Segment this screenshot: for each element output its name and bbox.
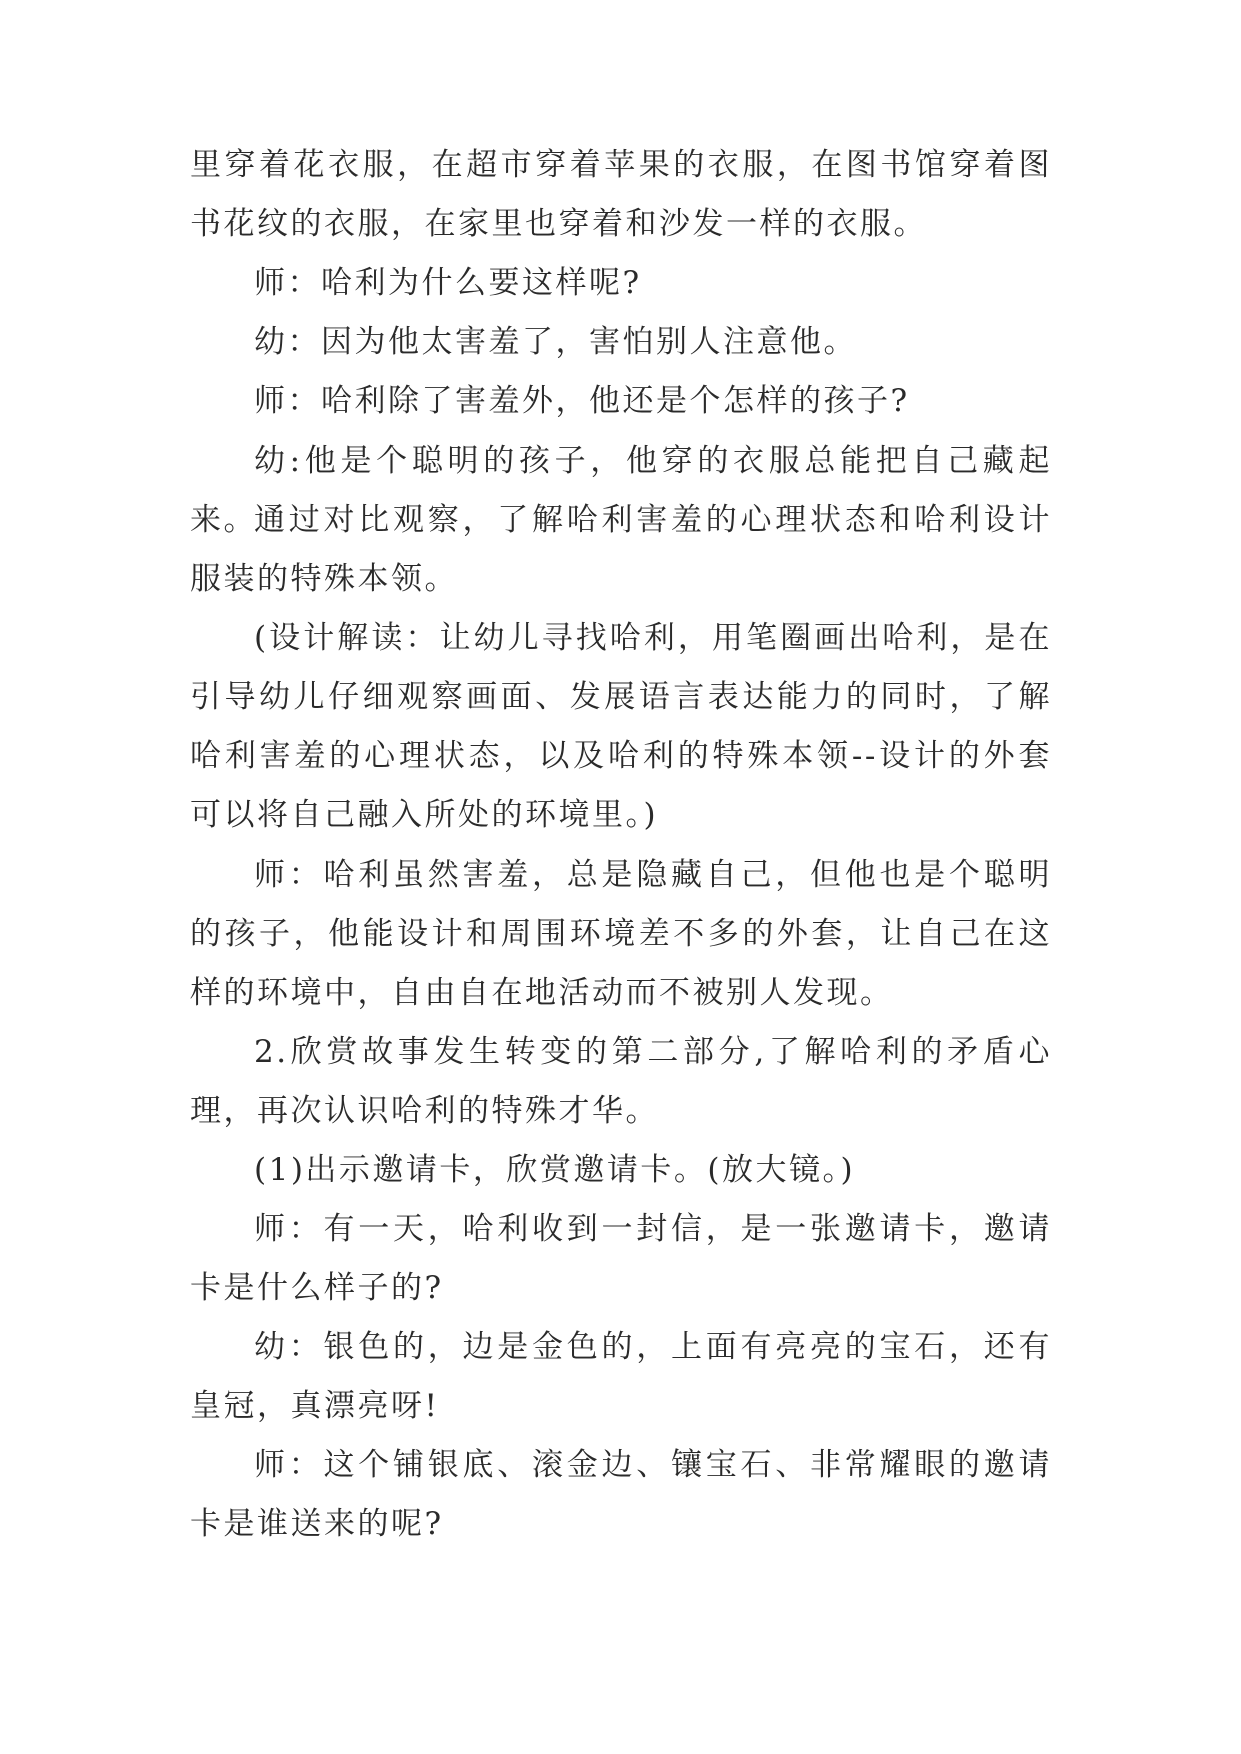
paragraph-6: 通过对比观察，了解哈利害羞的心理状态和哈利设计服装的特殊本领。 — [190, 502, 1052, 597]
paragraph-10: (1)出示邀请卡，欣赏邀请卡。(放大镜。) — [254, 1152, 856, 1188]
paragraph-12: 幼：银色的，边是金色的，上面有亮亮的宝石，还有皇冠，真漂亮呀! — [190, 1329, 1052, 1424]
paragraph-13: 师：这个铺银底、滚金边、镶宝石、非常耀眼的邀请卡是谁送来的呢? — [190, 1447, 1052, 1542]
paragraph-4: 师：哈利除了害羞外，他还是个怎样的孩子? — [254, 383, 910, 419]
paragraph-8: 师：哈利虽然害羞，总是隐藏自己，但他也是个聪明的孩子，他能设计和周围环境差不多的外套，让自己在这样的环境中，自由自在地活动而不被别人发现。 — [190, 857, 1052, 1011]
paragraph-1: 里穿着花衣服，在超市穿着苹果的衣服，在图书馆穿着图书花纹的衣服，在家里也穿着和沙发一样的衣服。 — [190, 147, 1052, 242]
paragraph-11: 师：有一天，哈利收到一封信，是一张邀请卡，邀请卡是什么样子的? — [190, 1211, 1052, 1306]
paragraph-7: (设计解读：让幼儿寻找哈利，用笔圈画出哈利，是在引导幼儿仔细观察画面、发展语言表达能力的同时，了解哈利害羞的心理状态，以及哈利的特殊本领--设计的外套可以将自己融入所处的环境里。) — [190, 620, 1052, 833]
paragraph-2: 师：哈利为什么要这样呢? — [254, 265, 642, 301]
paragraph-5: 幼:他是个聪明的孩子，他穿的衣服总能把自己藏起来。 — [190, 443, 1052, 538]
paragraph-3: 幼：因为他太害羞了，害怕别人注意他。 — [254, 324, 857, 360]
paragraph-9: 2.欣赏故事发生转变的第二部分,了解哈利的矛盾心理，再次认识哈利的特殊才华。 — [190, 1034, 1052, 1129]
